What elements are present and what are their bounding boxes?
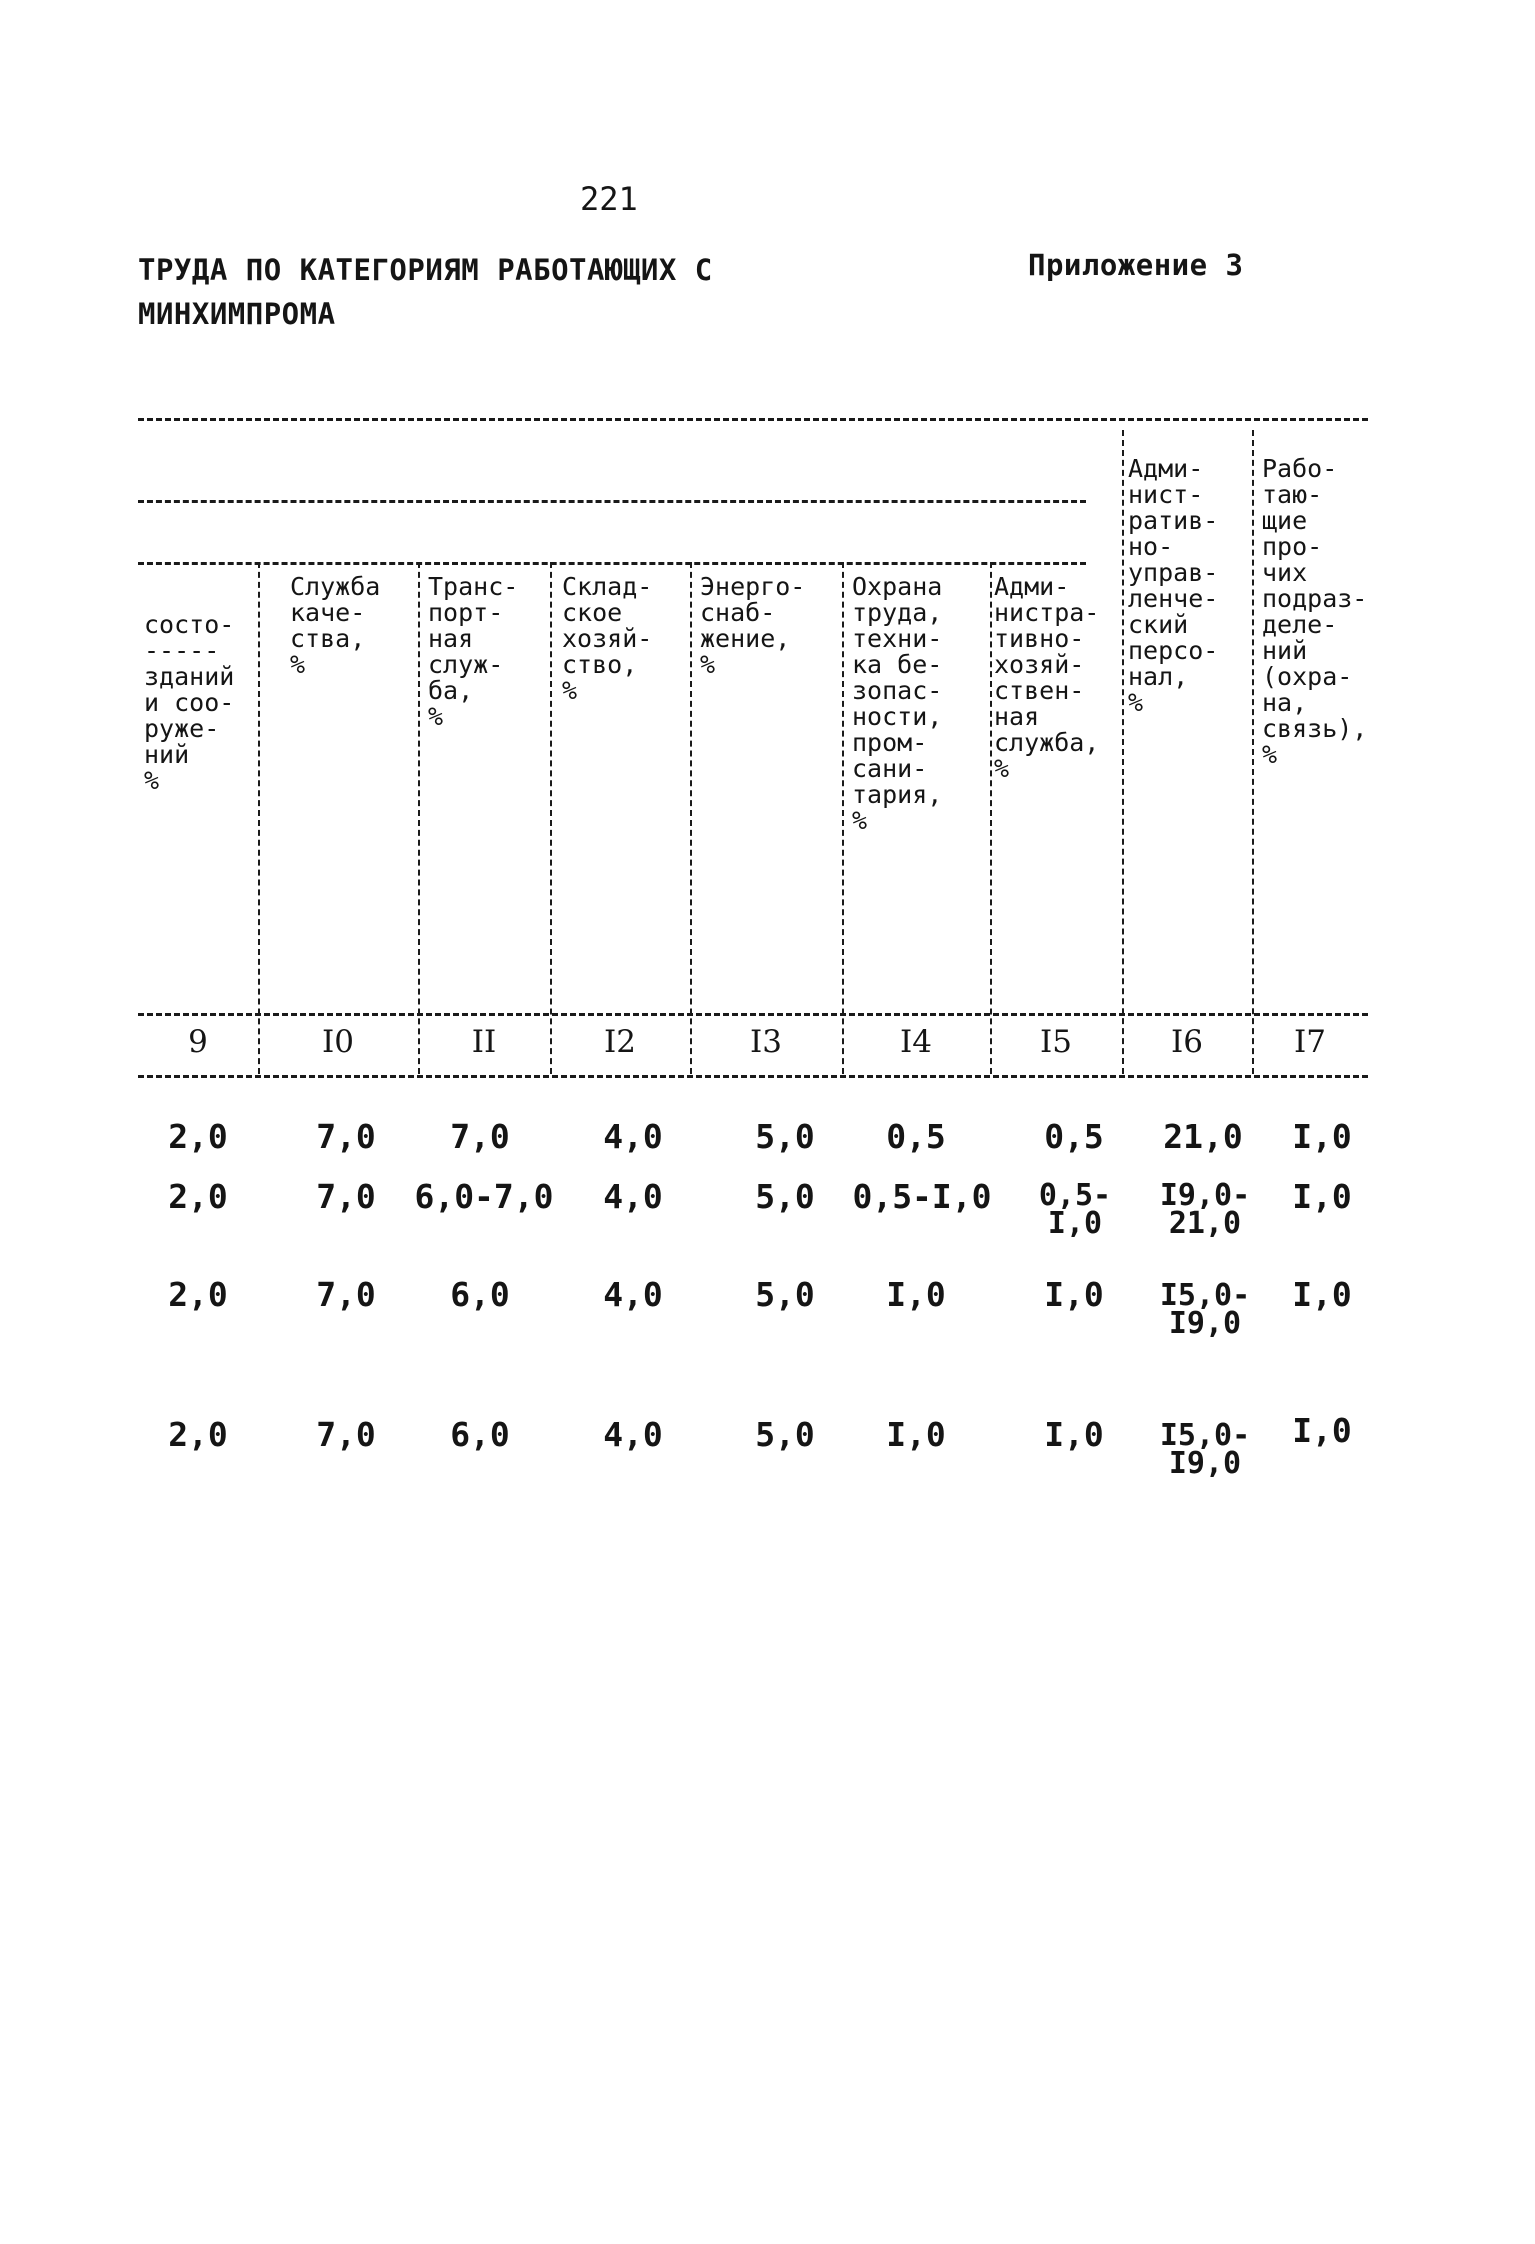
appendix-label: Приложение 3 [1028,248,1244,282]
table-cell: 5,0 [755,1415,815,1454]
table-cell: 7,0 [316,1117,376,1156]
table-cell: 4,0 [603,1177,663,1216]
column-separator [1252,430,1254,1074]
column-header-15: Адми- нистра- тивно- хозяй- ствен- ная служба, % [994,572,1100,783]
table-cell: I,0 [1044,1275,1104,1314]
column-number: I7 [1294,1024,1326,1060]
table-cell: 0,5 [886,1117,946,1156]
column-number: I4 [900,1024,932,1060]
table-number-row-rule [138,1075,1368,1078]
table-cell: 7,0 [316,1415,376,1454]
column-number: II [471,1024,497,1060]
table-cell: 5,0 [755,1117,815,1156]
table-cell: 5,0 [755,1275,815,1314]
column-number: I3 [750,1024,782,1060]
table-header-bottom-rule [138,1013,1368,1016]
table-cell: 5,0 [755,1177,815,1216]
column-header-10: Служба каче- ства, % [290,572,381,679]
table-cell: I,0 [1292,1117,1352,1156]
table-cell: 4,0 [603,1275,663,1314]
column-separator [258,562,260,1074]
table-cell: I5,0- I9,0 [1159,1278,1251,1341]
column-separator [550,562,552,1074]
table-cell: 6,0 [450,1415,510,1454]
column-header-9: состо- ----- зданий и соо- руже- ний % [144,610,235,795]
table-cell: 6,0-7,0 [414,1177,554,1216]
table-cell: I,0 [886,1415,946,1454]
table-cell: 0,5 [1044,1117,1104,1156]
column-number: I2 [604,1024,636,1060]
column-separator [418,562,420,1074]
document-title [138,248,713,336]
column-header-11: Транс- порт- ная служ- ба, % [428,572,519,731]
table-cell: 2,0 [168,1275,228,1314]
table-cell: 7,0 [316,1177,376,1216]
column-header-14: Охрана труда, техни- ка бе- зопас- ности, пром- сани- тария, % [852,572,943,835]
table-cell: 4,0 [603,1415,663,1454]
page-number: 221 [580,180,638,218]
table-cell: I5,0- I9,0 [1159,1418,1251,1481]
table-header-rule-3 [138,562,1086,565]
column-separator [690,562,692,1074]
table-cell: I,0 [1292,1275,1352,1314]
table-cell: 2,0 [168,1117,228,1156]
table-cell: 2,0 [168,1415,228,1454]
column-header-13: Энерго- снаб- жение, % [700,572,806,679]
table-cell: 4,0 [603,1117,663,1156]
table-cell: 21,0 [1163,1117,1243,1156]
table-cell: 7,0 [316,1275,376,1314]
title-line-1: ТРУДА ПО КАТЕГОРИЯМ РАБОТАЮЩИХ С [138,253,713,287]
table-cell: 0,5-I,0 [852,1177,992,1216]
table-top-rule [138,418,1368,421]
table-cell: I,0 [1292,1411,1352,1450]
title-line-2: МИНХИМПРОМА [138,297,336,331]
table-cell: I,0 [1044,1415,1104,1454]
column-separator [990,562,992,1074]
table-cell: 7,0 [450,1117,510,1156]
column-header-12: Склад- ское хозяй- ство, % [562,572,653,705]
column-number: I6 [1171,1024,1203,1060]
column-header-17: Рабо- таю- щие про- чих подраз- деле- ний (охра- на, связь), % [1262,454,1368,769]
table-cell: I,0 [886,1275,946,1314]
table-cell: 0,5- I,0 [1038,1178,1112,1241]
column-number: I5 [1040,1024,1072,1060]
column-number: 9 [188,1024,208,1060]
column-separator [842,562,844,1074]
table-cell: I9,0- 21,0 [1159,1178,1251,1241]
column-header-16: Адми- нист- ратив- но- управ- ленче- ский персо- нал, % [1128,454,1219,717]
column-number: I0 [322,1024,354,1060]
table-cell: 6,0 [450,1275,510,1314]
table-cell: 2,0 [168,1177,228,1216]
table-header-rule-2 [138,500,1086,503]
column-separator [1122,430,1124,1074]
table-cell: I,0 [1292,1177,1352,1216]
